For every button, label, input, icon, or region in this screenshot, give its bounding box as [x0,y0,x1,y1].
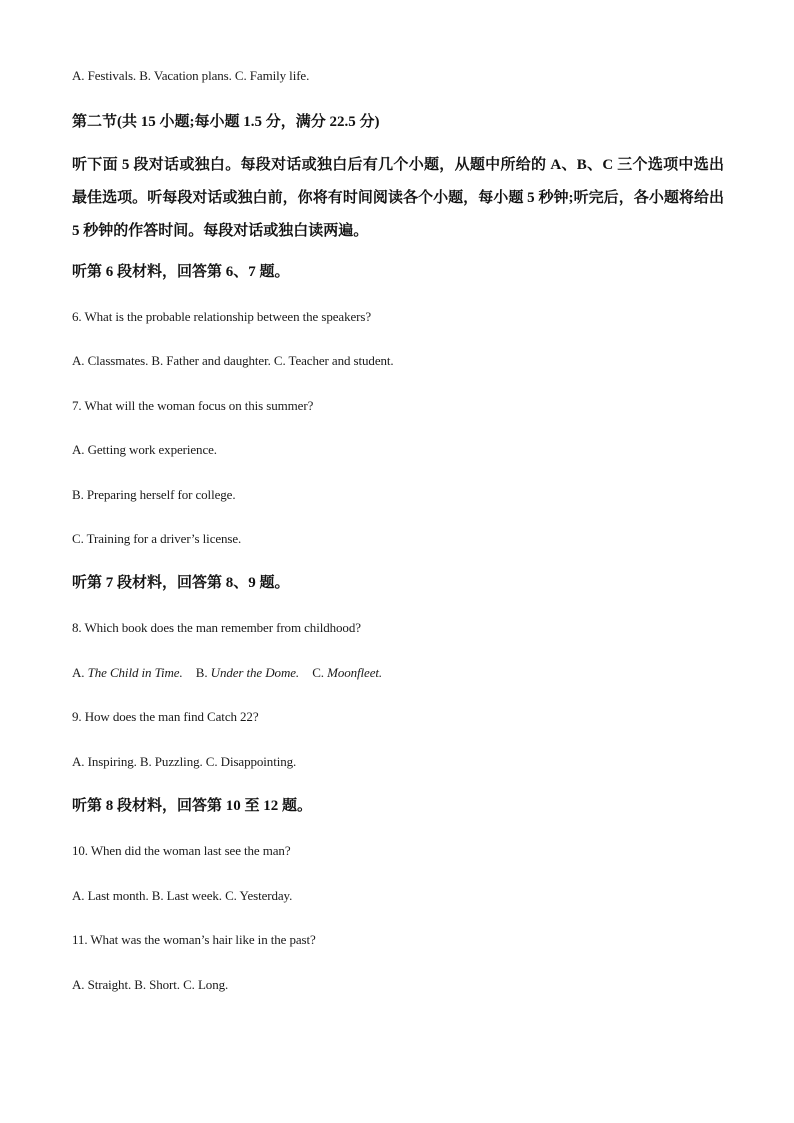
question-7-option-c: C. Training for a driver’s license. [72,531,242,546]
question-8-options [72,665,382,681]
instructions-paragraph: 听下面 5 段对话或独白。每段对话或独白后有几个小题，从题中所给的 A、B、C 三个选项中选出最佳选项。听每段对话或独白前，你将有时间阅读各个小题，每小题 5 秒钟;听完后，各小题将给出 5 秒钟的作答时间。每段对话或独白读两遍。 [72,157,724,239]
question-11-options: A. Straight. B. Short. C. Long. [72,977,229,992]
question-6: 6. What is the probable relationship between the speakers? [72,309,371,324]
q5-options: A. Festivals. B. Vacation plans. C. Family life. [72,68,310,83]
q8-option-b-label: B. [195,665,208,680]
q8-option-c: Moonfleet. [327,665,383,680]
question-9-options: A. Inspiring. B. Puzzling. C. Disappointing. [72,754,297,769]
q8-option-a-label: A. [72,665,85,680]
question-9: 9. How does the man find Catch 22? [72,709,259,724]
material-8-heading: 听第 8 段材料，回答第 10 至 12 题。 [72,798,313,814]
question-7: 7. What will the woman focus on this summer? [72,398,314,413]
question-7-option-b: B. Preparing herself for college. [72,487,236,502]
q8-option-b: Under the Dome. [210,665,300,680]
q8-option-c-label: C. [312,665,324,680]
q8-option-a: The Child in Time. [87,665,183,680]
question-8: 8. Which book does the man remember from childhood? [72,620,361,635]
material-6-heading: 听第 6 段材料，回答第 6、7 题。 [72,264,290,280]
question-11: 11. What was the woman’s hair like in the past? [72,932,316,947]
material-7-heading: 听第 7 段材料，回答第 8、9 题。 [72,575,290,591]
question-7-option-a: A. Getting work experience. [72,442,217,457]
question-10: 10. When did the woman last see the man? [72,843,291,858]
section-heading: 第二节(共 15 小题;每小题 1.5 分，满分 22.5 分) [72,114,380,130]
question-6-options: A. Classmates. B. Father and daughter. C. Teacher and student. [72,353,394,368]
question-10-options: A. Last month. B. Last week. C. Yesterday. [72,888,293,903]
